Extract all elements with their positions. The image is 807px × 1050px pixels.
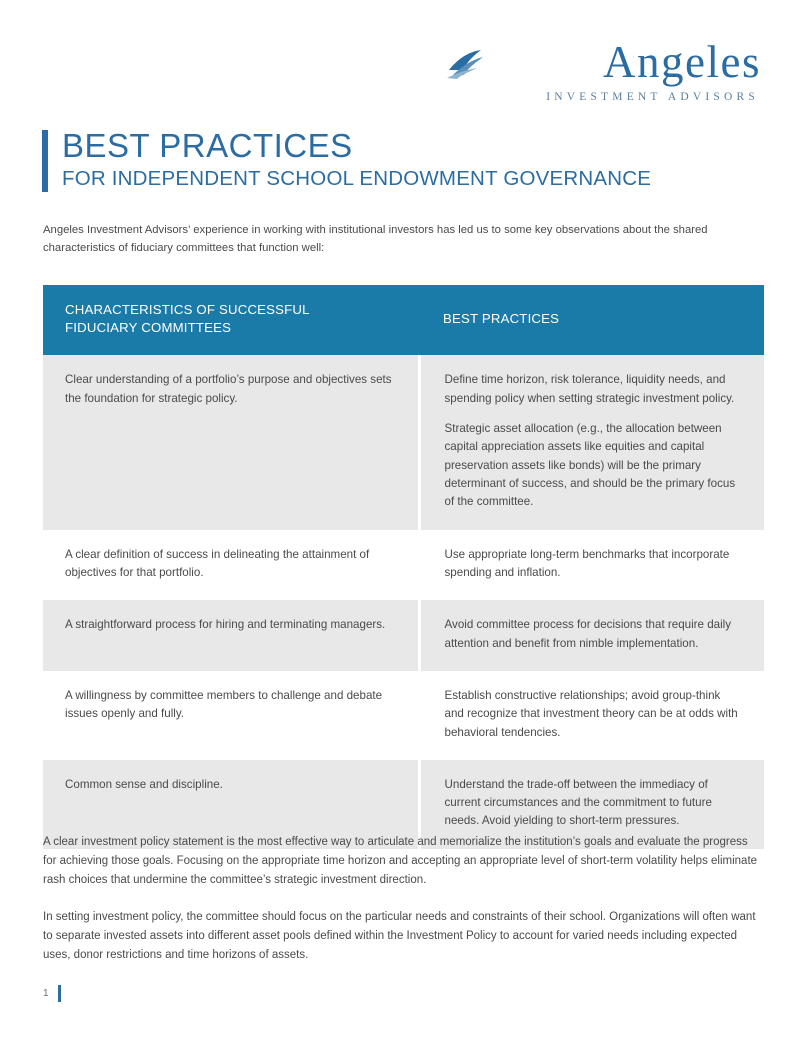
page-number: 1 [43, 988, 49, 999]
row-practice-para: Strategic asset allocation (e.g., the allocation between capital appreciation assets like equities and capital preservation assets like bonds) will be the primary determinant of success, and should be the primary focus of the committee. [444, 422, 736, 509]
row-practice-para: Establish constructive relationships; avoid group-think and recognize that investment theory can be at odds with behavioral tendencies. [444, 688, 738, 739]
best-practices-table [43, 285, 764, 849]
row-practice-para: Use appropriate long-term benchmarks that incorporate spending and inflation. [444, 547, 730, 579]
table-row [43, 671, 764, 760]
outro-paragraph-2: In setting investment policy, the committee should focus on the particular needs and constraints of their school. Organizations will often want to separate invested assets into different asset pools defined within the Investment Policy to account for varied needs including expected uses, donor restrictions and time horizons of assets. [43, 911, 756, 961]
table-row [43, 530, 764, 601]
row-characteristic: A willingness by committee members to challenge and debate issues openly and fully. [43, 671, 419, 760]
table-body [43, 355, 764, 848]
company-logo [441, 37, 761, 103]
title-subtitle: FOR INDEPENDENT SCHOOL ENDOWMENT GOVERNANCE [62, 166, 652, 190]
row-characteristic: Common sense and discipline. [43, 760, 419, 849]
table-row [43, 600, 764, 671]
title-main: BEST PRACTICES [62, 127, 353, 164]
row-characteristic: A clear definition of success in delineating the attainment of objectives for that portfolio. [43, 530, 419, 601]
page-footer [43, 985, 61, 1002]
footer-accent-tick [58, 985, 61, 1002]
row-characteristic: A straightforward process for hiring and terminating managers. [43, 600, 419, 671]
row-practice [419, 600, 764, 671]
table-header [43, 285, 764, 355]
title-accent-bar [42, 130, 48, 192]
column-header-best-practices: BEST PRACTICES [419, 285, 764, 355]
outro-paragraph-1: A clear investment policy statement is the most effective way to articulate and memorialize the institution’s goals and evaluate the progress for achieving those goals. Focusing on the appropriate time horizon and accepting an appropriate level of short-term volatility helps eliminate rash choices that undermine the committee’s strategic investment direction. [43, 836, 758, 886]
table-header-row [43, 285, 764, 355]
table-row [43, 355, 764, 529]
logo-tagline: INVESTMENT ADVISORS [546, 91, 759, 103]
row-practice [419, 530, 764, 601]
row-practice [419, 671, 764, 760]
column-header-characteristics [43, 285, 419, 355]
row-practice [419, 355, 764, 529]
row-practice-para: Define time horizon, risk tolerance, liquidity needs, and spending policy when setting strategic investment policy. [444, 373, 735, 405]
column-header-characteristics-line1: CHARACTERISTICS OF SUCCESSFUL [65, 302, 310, 317]
column-header-characteristics-line2: FIDUCIARY COMMITTEES [65, 320, 232, 336]
row-practice-para: Avoid committee process for decisions that require daily attention and benefit from nimble implementation. [444, 618, 732, 650]
logo-wordmark: Angeles [603, 37, 761, 87]
intro-paragraph: Angeles Investment Advisors’ experience in working with institutional investors has led us to some key observations about the shared characteristics of fiduciary committees that function well: [43, 224, 708, 255]
page-title [42, 128, 761, 192]
row-characteristic: Clear understanding of a portfolio’s purpose and objectives sets the foundation for strategic policy. [43, 355, 419, 529]
row-practice-para: Understand the trade-off between the immediacy of current circumstances and the commitment to future needs. Avoid yielding to short-term pressures. [444, 777, 712, 828]
angel-wing-icon [447, 48, 493, 80]
